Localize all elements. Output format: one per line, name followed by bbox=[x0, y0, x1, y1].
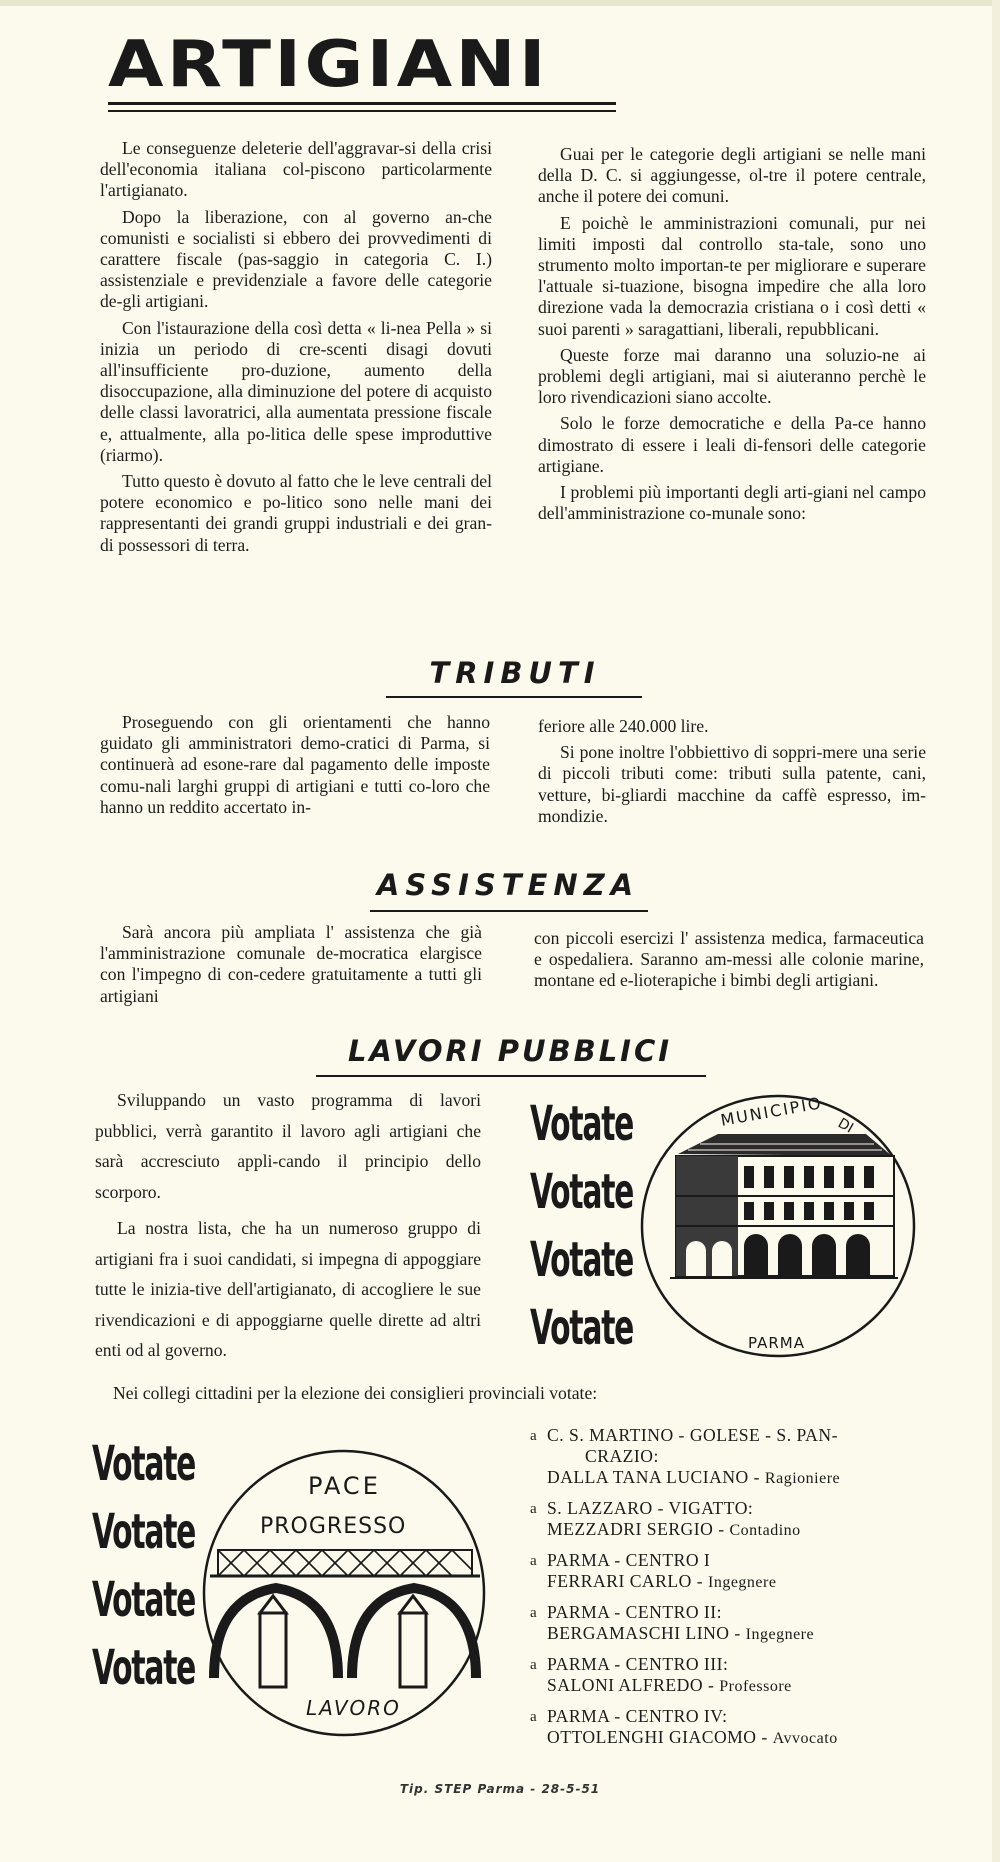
tributi-right-paragraph: Si pone inoltre l'obbiettivo di soppri-mere una serie di piccoli tributi come: tributi sulla patente, cani, vetture, bi-gliardi macchine da caffè espresso, im-mondizie. bbox=[538, 742, 926, 826]
votate-word: Votate bbox=[530, 1232, 634, 1288]
intro-left-column bbox=[100, 138, 492, 561]
candidate-profession: Ragioniere bbox=[764, 1470, 841, 1487]
candidate-district: PARMA - CENTRO IV: bbox=[547, 1706, 728, 1726]
list-item: a S. LAZZARO - VIGATTO: MEZZADRI SERGIO - Contadino bbox=[530, 1498, 970, 1541]
candidate-district: PARMA - CENTRO III: bbox=[547, 1654, 729, 1674]
assistenza-right-column bbox=[534, 928, 924, 997]
lavori-column bbox=[95, 1085, 481, 1371]
di-label: DI bbox=[834, 1115, 856, 1137]
assistenza-rule bbox=[370, 910, 648, 912]
votate-word: Votate bbox=[92, 1436, 196, 1492]
tributi-right-paragraph: feriore alle 240.000 lire. bbox=[538, 716, 709, 736]
intro-right-paragraph: I problemi più importanti degli arti-giani nel campo dell'amministrazione co-munale sono: bbox=[538, 482, 926, 524]
votate-word: Votate bbox=[92, 1640, 196, 1696]
candidate-district: C. S. MARTINO - GOLESE - S. PAN- bbox=[547, 1425, 838, 1445]
paper-right-edge bbox=[992, 0, 1000, 1862]
candidate-name: MEZZADRI SERGIO bbox=[547, 1519, 714, 1539]
list-item: a PARMA - CENTRO III: SALONI ALFREDO - Professore bbox=[530, 1654, 970, 1697]
pace-label: PACE bbox=[308, 1472, 381, 1500]
lavori-paragraph: La nostra lista, che ha un numeroso gruppo di artigiani fra i suoi candidati, si impegna di appoggiare tutte le inizia-tive dell'artigianato, di accogliere le sue rivendicazioni e di appoggiarne quelle dirette ad altri enti od al governo. bbox=[95, 1218, 481, 1360]
lavori-rule bbox=[316, 1075, 706, 1077]
list-item: a C. S. MARTINO - GOLESE - S. PAN- CRAZIO: DALLA TANA LUCIANO - Ragioniere bbox=[530, 1425, 970, 1489]
list-prefix: a bbox=[530, 1657, 537, 1673]
assistenza-left-column bbox=[100, 922, 482, 1012]
title-rule-bottom bbox=[108, 110, 616, 112]
candidate-name: SALONI ALFREDO bbox=[547, 1675, 704, 1695]
intro-right-paragraph: Solo le forze democratiche e della Pa-ce hanno dimostrato di essere i leali di-fensori delle categorie artigiane. bbox=[538, 413, 926, 476]
candidate-profession: Professore bbox=[719, 1678, 792, 1695]
candidate-profession: Ingegnere bbox=[745, 1626, 815, 1643]
votate-word: Votate bbox=[530, 1164, 634, 1220]
candidates-list bbox=[530, 1425, 970, 1758]
tributi-heading: TRIBUTI bbox=[429, 656, 601, 690]
municipio-building-icon bbox=[640, 1086, 920, 1362]
assistenza-heading: ASSISTENZA bbox=[376, 868, 640, 902]
progresso-label: PROGRESSO bbox=[260, 1514, 407, 1539]
list-prefix: a bbox=[530, 1605, 537, 1621]
paper-top-edge bbox=[0, 0, 1000, 6]
list-prefix: a bbox=[530, 1428, 537, 1444]
list-prefix: a bbox=[530, 1501, 537, 1517]
candidate-profession: Contadino bbox=[729, 1522, 801, 1539]
list-item: a PARMA - CENTRO I FERRARI CARLO - Ingegnere bbox=[530, 1550, 970, 1593]
votate-word: Votate bbox=[92, 1504, 196, 1560]
candidate-name: FERRARI CARLO bbox=[547, 1571, 692, 1591]
candidate-district: PARMA - CENTRO II: bbox=[547, 1602, 723, 1622]
list-item: a PARMA - CENTRO II: BERGAMASCHI LINO - Ingegnere bbox=[530, 1602, 970, 1645]
intro-left-paragraph: Dopo la liberazione, con al governo an-che comunisti e socialisti si ebbero dei provvedimenti di carattere fiscale (pas-saggio in categoria C. I.) assistenziale e previdenziale a favore delle categorie de-gli artigiani. bbox=[100, 206, 492, 312]
assistenza-left-paragraph: Sarà ancora più ampliata l' assistenza che già l'amministrazione comunale de-mocratica elargisce con l'impegno di con-cedere gratuitamente a tutti gli artigiani bbox=[100, 922, 482, 1006]
intro-right-paragraph: Queste forze mai daranno una soluzio-ne ai problemi degli artigiani, mai si aiuteranno perchè le loro rivendicazioni siano accolte. bbox=[538, 344, 926, 408]
candidate-district: PARMA - CENTRO I bbox=[547, 1550, 711, 1570]
candidate-name: DALLA TANA LUCIANO bbox=[547, 1467, 749, 1487]
tributi-rule bbox=[386, 696, 642, 698]
candidate-district-cont: CRAZIO: bbox=[585, 1446, 659, 1466]
candidate-profession: Ingegnere bbox=[707, 1574, 777, 1591]
candidate-name: OTTOLENGHI GIACOMO bbox=[547, 1727, 757, 1747]
intro-right-paragraph: Guai per le categorie degli artigiani se nelle mani della D. C. si aggiungesse, ol-tre il potere centrale, anche il potere dei comuni. bbox=[538, 144, 926, 207]
candidate-district: S. LAZZARO - VIGATTO: bbox=[547, 1498, 754, 1518]
pace-emblem bbox=[200, 1448, 490, 1740]
intro-right-column bbox=[538, 144, 926, 529]
list-item: a PARMA - CENTRO IV: OTTOLENGHI GIACOMO - Avvocato bbox=[530, 1706, 970, 1749]
lavoro-label: LAVORO bbox=[306, 1696, 401, 1720]
tributi-left-column bbox=[100, 712, 490, 823]
intro-left-paragraph: Con l'istaurazione della così detta « li-nea Pella » si inizia un periodo di cre-scenti disagi dovuti all'insufficiente pro-duzione, aumento della disoccupazione, alla diminuzione del potere di acquisto delle classi lavoratrici, alla aumentata pressione fiscale e, attualmente, alla po-litica delle spese improduttive (riarmo). bbox=[100, 317, 492, 465]
municipio-label: MUNICIPIO bbox=[719, 1093, 824, 1130]
intro-left-paragraph: Tutto questo è dovuto al fatto che le leve centrali del potere economico e po-litico sono nelle mani dei rappresentanti dei grandi gruppi industriali e dei gran-di possessori di terra. bbox=[100, 471, 492, 555]
page-title: ARTIGIANI bbox=[108, 28, 549, 102]
intro-left-paragraph: Le conseguenze deleterie dell'aggravar-si della crisi dell'economia italiana col-piscono particolarmente l'artigianato. bbox=[100, 138, 492, 201]
list-prefix: a bbox=[530, 1553, 537, 1569]
parma-label: PARMA bbox=[748, 1334, 805, 1352]
list-prefix: a bbox=[530, 1709, 537, 1725]
votate-word: Votate bbox=[92, 1572, 196, 1628]
tributi-left-paragraph: Proseguendo con gli orientamenti che hanno guidato gli amministratori demo-cratici di Parma, si continuerà ad esone-rare dal pagamento delle imposte comu-nali larghi gruppi di artigiani e tutti co-loro che hanno un reddito accertato in- bbox=[100, 712, 490, 817]
assistenza-right-paragraph: con piccoli esercizi l' assistenza medica, farmaceutica e ospedaliera. Saranno am-messi alle colonie marine, montane ed e-lioterapiche i bimbi degli artigiani. bbox=[534, 928, 924, 991]
municipio-emblem bbox=[640, 1086, 920, 1362]
title-rule-top bbox=[108, 102, 616, 105]
tributi-right-column bbox=[538, 716, 926, 832]
intro-right-paragraph: E poichè le amministrazioni comunali, pur nei limiti imposti dal controllo sta-tale, sono uno strumento molto importan-te per migliorare e superare l'attuale si-tuazione, bisogna impedire che alla loro direzione vada la democrazia cristiana o i così detti « suoi parenti » saragattiani, liberali, repubblicani. bbox=[538, 212, 926, 339]
candidates-intro: Nei collegi cittadini per la elezione dei consiglieri provinciali votate: bbox=[113, 1383, 598, 1403]
candidate-profession: Avvocato bbox=[772, 1730, 838, 1747]
printer-imprint: Tip. STEP Parma - 28-5-51 bbox=[399, 1782, 601, 1796]
votate-word: Votate bbox=[530, 1300, 634, 1356]
candidate-name: BERGAMASCHI LINO bbox=[547, 1623, 730, 1643]
votate-word: Votate bbox=[530, 1096, 634, 1152]
lavori-paragraph: Sviluppando un vasto programma di lavori pubblici, verrà garantito il lavoro agli artigiani che sarà accresciuto appli-cando il principio dello scorporo. bbox=[95, 1090, 481, 1202]
lavori-heading: LAVORI PUBBLICI bbox=[347, 1034, 673, 1068]
